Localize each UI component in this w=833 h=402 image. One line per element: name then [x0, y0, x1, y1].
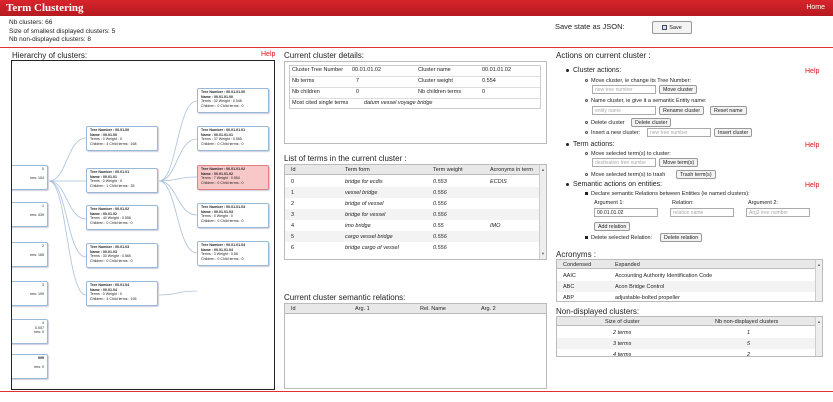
details-title: Current cluster details:: [284, 51, 365, 60]
tree-node[interactable]: 3 rms: 199: [11, 281, 48, 306]
tree-node[interactable]: Tree Number : 00.01.01.01 Name : 00.01.01.01 Terms : 37 Weight : 0.565 Children : 0 Child terms : 0: [197, 126, 269, 151]
details-nb-children-label: Nb children: [292, 89, 320, 95]
smallest-label: Size of smallest displayed clusters:: [9, 27, 110, 35]
bullet-icon: [585, 152, 588, 155]
grid-line: [290, 87, 540, 88]
relations-header-id: Id: [291, 306, 296, 312]
cluster-actions-help-link[interactable]: Help: [805, 68, 820, 75]
tree-node[interactable]: Tree Number : 00.01.03 Name : 00.01.03 Terms : 30 Weight : 0.565 Children : 0 Child terms : 0: [86, 243, 158, 268]
rename-cluster-button[interactable]: Rename cluster: [659, 106, 704, 115]
save-button[interactable]: [652, 21, 692, 34]
scroll-up-icon[interactable]: ▲: [817, 319, 821, 324]
tree-node-selected[interactable]: Tree Number : 00.01.01.02 Name : 00.01.01.02 Terms : 7 Weight : 0.554 Children : 0 Child terms : 0: [197, 165, 269, 190]
save-state-label: Save state as JSON:: [555, 22, 625, 31]
bullet-icon: [585, 192, 588, 195]
reset-name-button[interactable]: Reset name: [710, 106, 747, 115]
scroll-down-icon[interactable]: ▼: [541, 251, 545, 256]
arg2-input[interactable]: Arg2 tree number: [746, 208, 810, 217]
acronyms-title: Acronyms :: [556, 250, 597, 259]
move-cluster-input[interactable]: new tree number: [592, 85, 656, 94]
relations-title: Current cluster semantic relations:: [284, 293, 406, 302]
relation-label: Relation:: [672, 200, 694, 206]
grid-line: [290, 76, 540, 77]
details-nb-terms-label: Nb terms: [292, 78, 315, 84]
table-row[interactable]: 2 bridge of vessel 0.556: [285, 198, 539, 209]
bullet-icon: [566, 69, 569, 72]
add-relation-button[interactable]: Add relation: [594, 222, 630, 231]
table-row[interactable]: 5 cargo vessel bridge 0.556: [285, 231, 539, 242]
acronyms-scrollbar[interactable]: [815, 260, 823, 302]
term-actions-heading: Term actions:: [566, 141, 615, 148]
home-link[interactable]: Home: [806, 4, 825, 11]
bullet-icon: [585, 99, 588, 102]
relations-header-arg1: Arg. 1: [355, 306, 370, 312]
destination-tree-input[interactable]: destination tree numbe: [592, 158, 656, 167]
table-row[interactable]: 0 bridge for ecdis 0.553 ECDIS: [285, 176, 539, 187]
term-actions-help-link[interactable]: Help: [805, 142, 820, 149]
details-grid: [289, 65, 541, 109]
table-row[interactable]: 4 imo bridge 0.55 IMO: [285, 220, 539, 231]
terms-header-id: Id: [291, 167, 296, 173]
entity-name-input[interactable]: entity name: [592, 106, 656, 115]
details-nb-child-terms-label: Nb children terms: [418, 89, 462, 95]
insert-cluster-input[interactable]: new tree number: [647, 128, 711, 137]
app-title: Term Clustering: [6, 2, 84, 14]
arg1-label: Argument 1:: [594, 200, 624, 206]
delete-cluster-label: Delete cluster: [585, 120, 625, 126]
insert-cluster-label: Insert a new cluster:: [585, 130, 640, 136]
arg1-input[interactable]: 00.01.01.02: [594, 208, 658, 217]
acronyms-header-row: [557, 260, 815, 269]
nondisplayed-scrollbar[interactable]: [815, 317, 823, 357]
tree-node[interactable]: Tree Number : 00.01.01 Name : 00.01.01 Terms : 0 Weight : 0 Children : 1 Child terms : 35: [86, 168, 158, 193]
table-row[interactable]: 2 terms 1: [613, 330, 751, 336]
cluster-hierarchy-tree[interactable]: [11, 60, 275, 390]
nondisplayed-header-size: Size of cluster: [605, 318, 640, 325]
grid-line: [290, 98, 540, 99]
delete-relation-button[interactable]: Delete relation: [660, 233, 702, 242]
bullet-icon: [566, 183, 569, 186]
tree-node[interactable]: Tree Number : 00.01.01.03 Name : 00.01.01.03 Terms : 0 Weight : 0 Children : 0 Child terms : 0: [197, 203, 269, 228]
nb-clusters-value: 66: [45, 19, 53, 26]
trash-terms-button[interactable]: Trash term(s): [676, 170, 716, 179]
details-nb-children: 0: [356, 89, 360, 95]
tree-node[interactable]: Tree Number : 00.01.02 Name : 00.01.02 Terms : 40 Weight : 0.556 Children : 0 Child terms : 0: [86, 205, 158, 230]
rename-cluster-label: Name cluster, ie give it a semantic Entity name:: [585, 98, 707, 104]
details-name: 00.01.01.02: [482, 67, 512, 73]
table-row[interactable]: 1 vessel bridge 0.556: [285, 187, 539, 198]
acronyms-header-expanded: Expanded: [615, 261, 640, 268]
bullet-icon: [585, 131, 588, 134]
move-terms-button[interactable]: Move term(s): [659, 158, 698, 167]
relations-header-relname: Rel. Name: [420, 306, 446, 312]
bullet-icon: [566, 143, 569, 146]
relations-header-arg2: Arg. 2: [481, 306, 496, 312]
floppy-icon: [662, 25, 667, 30]
acronyms-table: [556, 259, 823, 302]
bullet-icon: [585, 121, 588, 124]
footer-divider: [0, 391, 833, 392]
nondisplayed-header-row: [557, 317, 815, 326]
details-most-cited: datum vessel voyage bridge: [364, 100, 433, 106]
smallest-value: 5: [111, 27, 116, 35]
tree-node[interactable]: 999 rms: 0: [11, 354, 48, 379]
details-name-label: Cluster name: [418, 67, 451, 73]
tree-node[interactable]: Tree Number : 00.01.01.00 Name : 00.01.01.00 Terms : 32 Weight : 0.546 Children : 0 Child terms : 0: [197, 88, 269, 113]
details-weight-label: Cluster weight: [418, 78, 453, 84]
semantic-actions-heading: Semantic actions on entities:: [566, 181, 662, 188]
cluster-stats: [9, 19, 115, 45]
table-row[interactable]: 3 bridge for vessel 0.556: [285, 209, 539, 220]
bullet-icon: [585, 173, 588, 176]
table-row[interactable]: 3 terms 5: [557, 338, 815, 349]
relations-table: [284, 303, 547, 389]
move-terms-label: Move selected term(s) to cluster:: [585, 151, 671, 157]
terms-header-acronyms: Acronyms in term: [490, 167, 533, 173]
save-button-label: Save: [669, 24, 682, 31]
scroll-up-icon[interactable]: ▲: [817, 262, 821, 267]
details-panel: [284, 61, 547, 144]
semantic-actions-help-link[interactable]: Help: [805, 182, 820, 189]
header-divider: [0, 47, 833, 48]
table-row[interactable]: 4 terms 2: [613, 352, 751, 357]
move-cluster-label: Move cluster, ie change its Tree Number:: [585, 78, 691, 84]
cluster-actions-heading: Cluster actions:: [566, 67, 621, 74]
tree-node[interactable]: Tree Number : 00.01.01.04 Name : 00.01.01.04 Terms : 3 Weight : 0.56 Children : 0 Child terms : 0: [197, 241, 269, 266]
table-row[interactable]: ABP adjustable-bolted propeller: [563, 295, 680, 301]
actions-title: Actions on current cluster :: [556, 51, 651, 60]
terms-title: List of terms in the current cluster :: [284, 154, 407, 163]
terms-table: [284, 164, 547, 260]
details-nb-child-terms: 0: [482, 89, 486, 95]
non-displayed-value: 8: [87, 36, 92, 43]
insert-cluster-button[interactable]: Insert cluster: [714, 128, 752, 137]
app-header: [0, 0, 833, 16]
scroll-up-icon[interactable]: ▲: [541, 167, 545, 172]
tree-node[interactable]: 0 rms: 104: [11, 165, 48, 190]
nondisplayed-header-count: Nb non-displayed clusters: [715, 318, 779, 325]
non-displayed-label: Nb non-displayed clusters:: [9, 36, 86, 43]
tree-node[interactable]: 2 rms: 165: [11, 242, 48, 267]
tree-node[interactable]: Tree Number : 00.01.04 Name : 00.01.04 Terms : 0 Weight : 0 Children : 4 Child terms : 195: [86, 281, 158, 306]
details-tree-number: 00.01.01.02: [352, 67, 382, 73]
tree-node[interactable]: 4 0.007 rms: 0: [11, 319, 48, 344]
details-tree-number-label: Cluster Tree Number: [292, 67, 344, 73]
hierarchy-title: Hierarchy of clusters:: [12, 51, 88, 60]
delete-relation-label: Delete selected Relation:: [585, 235, 652, 241]
nondisplayed-title: Non-displayed clusters:: [556, 307, 640, 316]
delete-cluster-button[interactable]: Delete cluster: [631, 118, 671, 127]
table-row[interactable]: 6 bridge cargo of vessel 0.556: [285, 242, 539, 253]
bullet-icon: [585, 79, 588, 82]
relation-name-input[interactable]: relation name: [670, 208, 734, 217]
terms-header-row: [285, 165, 539, 175]
table-row[interactable]: ABC Acon Bridge Control: [557, 281, 815, 292]
bullet-icon: [585, 236, 588, 239]
trash-terms-label: Move selected term(s) to trash: [585, 172, 665, 178]
terms-header-weight: Term weight: [433, 167, 463, 173]
declare-relations-label: Declare semantic Relations between Entities (ie named clusters):: [585, 191, 750, 197]
terms-header-form: Term form: [345, 167, 370, 173]
details-most-cited-label: Most cited single terms: [292, 100, 349, 106]
hierarchy-help-link[interactable]: Help: [261, 51, 276, 58]
details-nb-terms: 7: [356, 78, 360, 84]
terms-scrollbar[interactable]: [539, 165, 547, 259]
nb-clusters-label: Nb clusters:: [9, 19, 44, 26]
nondisplayed-table: [556, 316, 823, 357]
tree-node[interactable]: Tree Number : 00.01.00 Name : 00.01.00 Terms : 0 Weight : 0 Children : 4 Child terms : 168: [86, 126, 158, 151]
relations-header-row: [285, 304, 546, 314]
arg2-label: Argument 2:: [748, 200, 778, 206]
move-cluster-button[interactable]: Move cluster: [659, 85, 697, 94]
details-weight: 0.554: [482, 78, 496, 84]
table-row[interactable]: AAIC Accounting Authority Identification Code: [563, 273, 713, 279]
acronyms-header-condensed: Condensed: [563, 261, 592, 268]
tree-node[interactable]: 1 rms: 439: [11, 202, 48, 227]
